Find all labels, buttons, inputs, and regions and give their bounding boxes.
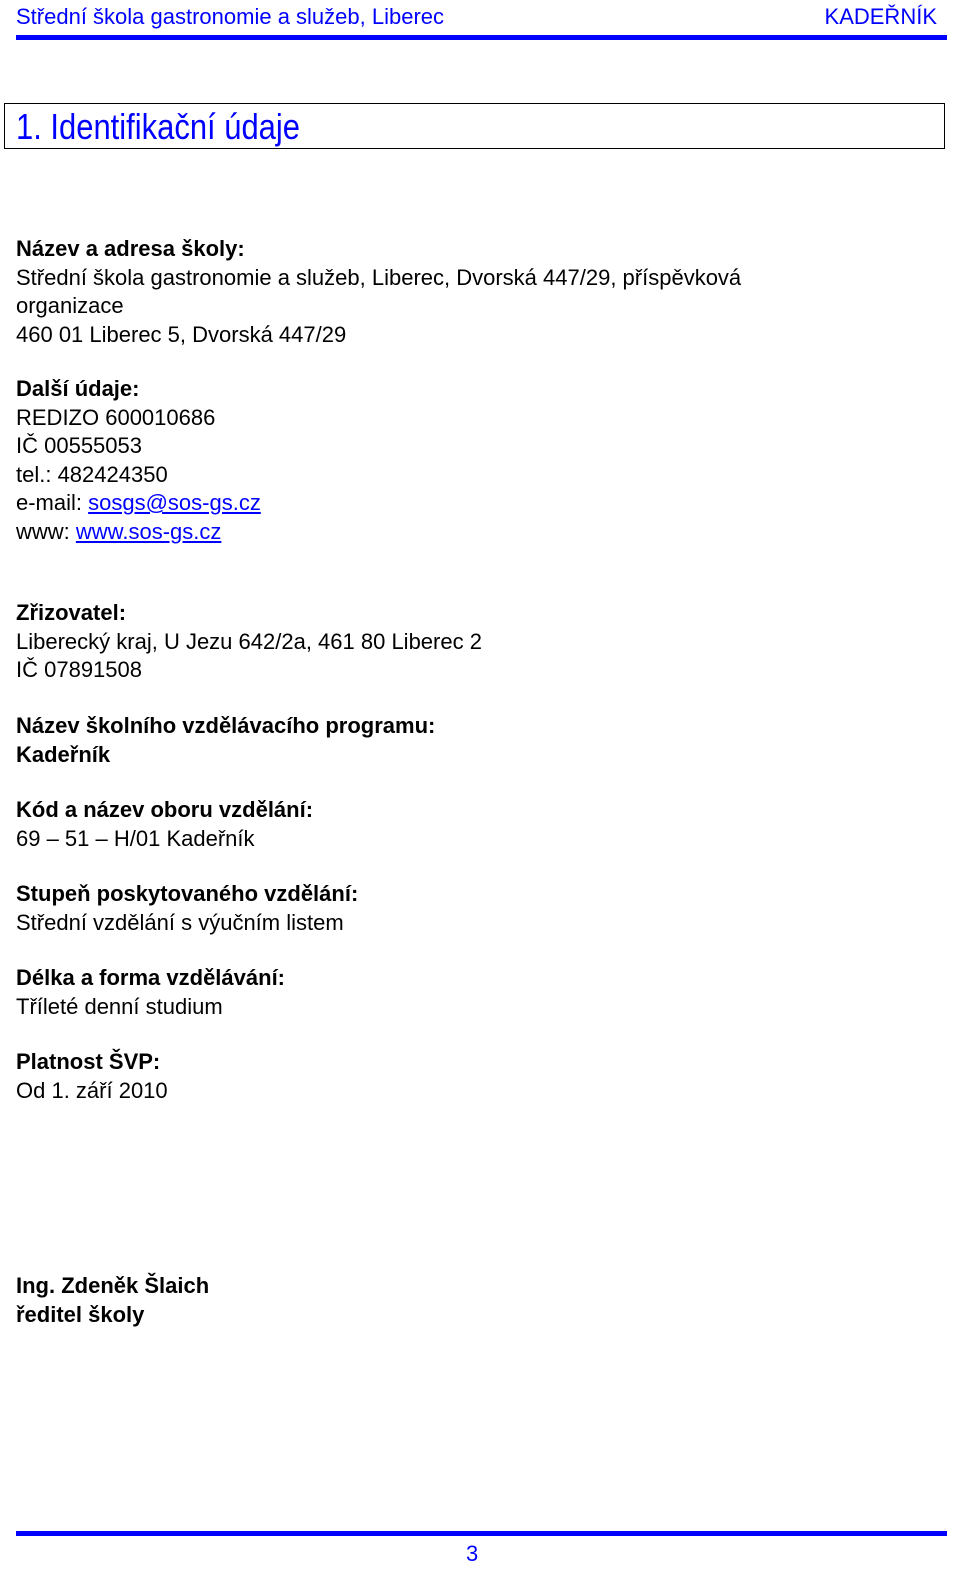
education-level-heading: Stupeň poskytovaného vzdělání: [16,881,359,906]
validity-heading: Platnost ŠVP: [16,1049,161,1074]
signature-block [16,1272,209,1329]
redizo: REDIZO 600010686 [16,404,216,430]
validity-value: Od 1. září 2010 [16,1077,168,1103]
header-school-name: Střední škola gastronomie a služeb, Liberec [16,4,445,29]
header-rule [16,35,947,40]
email-label: e-mail: [16,490,89,515]
www-label: www: [16,518,76,544]
footer-rule [16,1531,947,1536]
school-line-1: Střední škola gastronomie a služeb, Liberec, Dvorská 447/29, příspěvková [16,264,742,290]
page-number: 3 [466,1541,479,1566]
duration-value: Tříleté denní studium [16,993,223,1019]
program-name-heading: Název školního vzdělávacího programu: [16,713,436,738]
www-row [16,518,261,547]
school-block [16,235,741,349]
email-link[interactable]: sosgs@sos-gs.cz [88,490,261,515]
details-heading: Další údaje: [16,376,140,401]
validity-block [16,1048,168,1105]
education-level-block [16,880,358,937]
field-code-value: 69 – 51 – H/01 Kadeřník [16,825,255,851]
header-program: KADEŘNÍK [824,4,937,29]
founder-ic: IČ 07891508 [16,657,142,682]
program-name-block [16,712,435,769]
signature-name: Ing. Zdeněk Šlaich [16,1273,210,1298]
email-row [16,489,261,518]
school-line-3: 460 01 Liberec 5, Dvorská 447/29 [16,321,347,347]
duration-block [16,964,285,1021]
school-ic: IČ 00555053 [16,433,142,458]
founder-address: Liberecký kraj, U Jezu 642/2a, 461 80 Liberec 2 [16,628,482,654]
founder-heading: Zřizovatel: [16,600,127,625]
www-link[interactable]: www.sos-gs.cz [75,518,222,544]
signature-role: ředitel školy [16,1301,145,1327]
school-line-2: organizace [16,293,124,318]
program-name-value: Kadeřník [16,741,111,767]
field-code-heading: Kód a název oboru vzdělání: [16,797,314,822]
section-title: 1. Identifikační údaje [16,106,301,147]
school-heading: Název a adresa školy: [16,236,245,261]
field-code-block [16,796,313,853]
telephone: tel.: 482424350 [16,461,168,487]
duration-heading: Délka a forma vzdělávání: [16,965,286,990]
section-title-box [4,103,945,149]
education-level-value: Střední vzdělání s výučním listem [16,909,344,935]
founder-block [16,599,482,685]
details-block [16,375,261,546]
